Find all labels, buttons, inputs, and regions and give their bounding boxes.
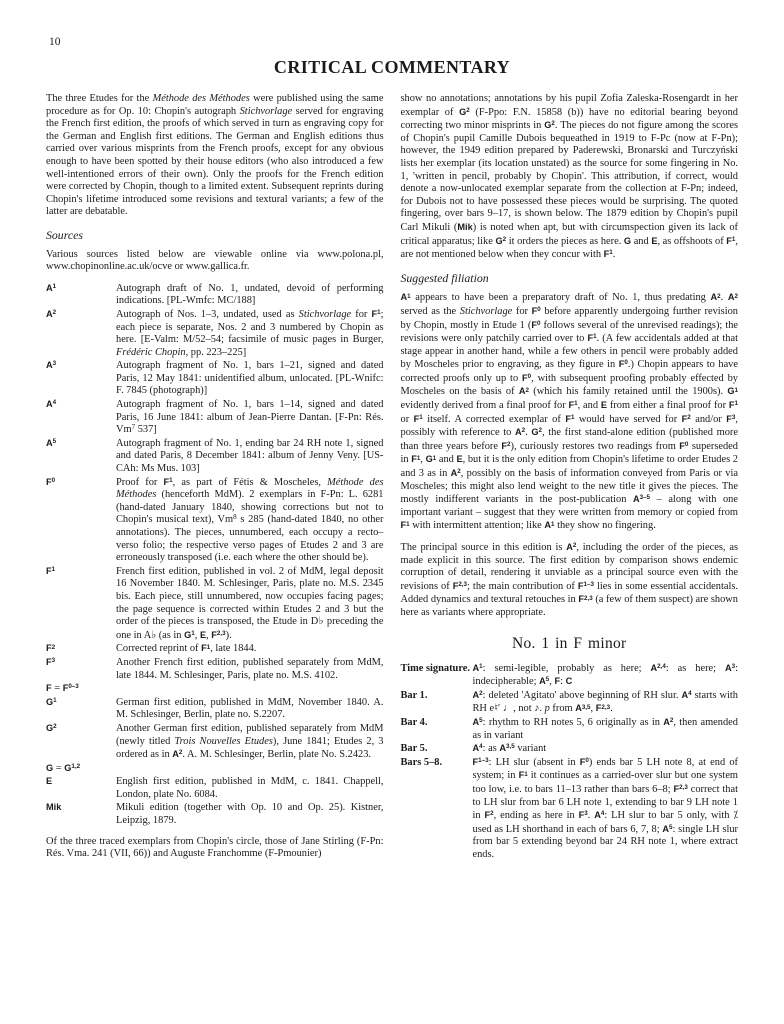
- source-row-label: $A^5$: [46, 437, 57, 448]
- source-row-label: $G^1$: [46, 696, 57, 707]
- source-row: [46, 696, 384, 722]
- source-row-label: G = G$^{1,2}$: [46, 762, 81, 774]
- commentary-list: [401, 662, 739, 862]
- commentary-row: [401, 689, 739, 716]
- filiation-heading: Suggested filiation: [400, 270, 489, 285]
- sources-heading: Sources: [46, 227, 83, 242]
- commentary-row: [401, 742, 739, 756]
- source-row-label: $A^3$: [46, 360, 57, 371]
- right-column: [401, 93, 739, 861]
- piece-heading: No. 1 in F minor: [511, 634, 627, 652]
- source-row-text: English first edition, published in MdM, c. 1841. Chappell, London, plate No. 6084.: [116, 776, 384, 800]
- commentary-row-text: $A^4$: as A$^{3,5}$ variant: [472, 743, 547, 755]
- source-row: [46, 775, 384, 801]
- source-row: [46, 398, 384, 437]
- principal-source-paragraph: The principal source in this edition is $A^2$, including the order of the pieces, as made explicit in this source. The first edition by comparison shows endemic corruption of detail, rendering it unviable as a principal source even with the revisions of F$^{2,3}$; the main contribution of $F^{1-3}$ lies in some essential accidentals. Added dynamics and textural retouches in F$^{2,3}$ (a few of them suspect) are shown here as variants where appropriate.: [400, 542, 739, 618]
- source-row: [46, 682, 384, 696]
- source-row: [46, 762, 384, 776]
- filiation-paragraph: $A^1$ appears to have been a preparatory draft of No. 1, thus predating $A^2$. $A^2$ served as the Stichvorlage for $F^0$ before apparently undergoing further revision by Chopin, mostly in Etude 1 ($F^0$ follows several of the unrevised readings); the revisions were only patchily carried over to $F^1$. (A few accidentals added at that stage appear in another hand, while a few others in pencil were probably added by Moscheles prior to engraving, as they figure in $F^0$.) Chopin appears to have corrected proofs only up to $F^0$, with subsequent proofing probably effected by Moscheles on the basis of $A^2$ (which his family retained until the 1900s). $G^1$ evidently derived from a final proof for $F^1$, and E from either a final proof for $F^1$ or $F^1$ itself. A corrected exemplar of $F^1$ would have served for $F^2$ and/or $F^3$, possibly with reference to $A^2$. $G^2$, the first stand-alone edition (published more than three years before $F^2$), curiously restores two readings from $F^0$ superseded in $F^1$, $G^1$ and E, but it is the only edition from Chopin's lifetime to order Etudes 2 and 3 as in $A^2$, possibly on the basis of information conveyed from Paris or via Moscheles; this might also lend weight to the new title it gives the pieces. The mostly indifferent variants in the post-publication $A^{3-5}$ – along with one important variant – suggest that they were written from memory or copied from $F^1$ with intermittent attention; like $A^1$ they show no fingering.: [400, 292, 739, 532]
- commentary-row-text: $A^5$: rhythm to RH notes 5, 6 originally as in $A^2$, then amended as in variant: [472, 716, 738, 741]
- commentary-row-text: $A^1$: semi-legible, probably as here; A$^{2,4}$: as here; $A^3$: indecipherable; $A^5$, F: C: [472, 662, 738, 688]
- source-row-text: French first edition, published in vol. 2 of MdM, legal deposit 16 November 1840. M. Schlesinger, Paris, plate no. M.S. 2345 bis. Each piece, still unnumbered, now occupies facing pages; the page sequence is corrected within Etudes 2 and 3 but the order of the pieces is transposed, the Etude in D♭ preceding the one in A♭ (as in $G^1$, E, F$^{2,3}$).: [116, 565, 384, 641]
- source-row-text: Another German first edition, published separately from MdM (newly titled Trois Nouvelles Etudes), June 1841; Etudes 2, 3 ordered as in $A^2$. A. M. Schlesinger, Berlin, plate No. S.2423.: [116, 722, 384, 761]
- commentary-row-text: $A^2$: deleted 'Agitato' above beginning of RH slur. $A^4$ starts with RH e♮′ ♩, not ♪. p from A$^{3,5}$, F$^{2,3}$.: [472, 689, 738, 715]
- source-row-text: Autograph of Nos. 1–3, undated, used as Stichvorlage for $F^1$; each piece is separate, Nos. 2 and 3 numbered by Chopin as here. [E-Valm: M/52–54; facsimile of music pages in Burger, Frédéric Chopin, pp. 223–225]: [116, 308, 384, 358]
- source-row: [46, 565, 384, 643]
- source-row-text: Corrected reprint of $F^1$, late 1844.: [116, 643, 257, 655]
- source-row-text: Autograph fragment of No. 1, bars 1–21, signed and dated Paris, 12 May 1841: unidentified album, unlocated. [PL-Wnifc: F. 7845 (photograph)]: [116, 360, 384, 397]
- source-row-label: Mik: [46, 802, 62, 813]
- source-row: [46, 437, 384, 476]
- source-row-label: $A^2$: [46, 308, 57, 319]
- commentary-row-text: $F^{1-3}$: LH slur (absent in $F^0$) ends bar 5 LH note 8, at end of system; in $F^1$ it continues as a carried-over slur but one system too low, i.e. to bars 11–13 rather than bars 6–8; F$^{2,3}$ correct that to LH slur from bar 6 LH note 1, extending to bar 9 LH note 1 in $F^2$, ending as here in $F^3$. $A^4$: LH slur to bar 5 only, with ⁒ used as LH shorthand in each of bars 6, 7, 8; $A^5$: single LH slur from bar 5 extending beyond bar 24 RH note 1, where extract ends.: [472, 756, 739, 860]
- source-row-label: E: [46, 776, 53, 787]
- source-row: [46, 282, 384, 308]
- sources-list: [46, 282, 384, 828]
- intro-paragraph: The three Etudes for the Méthode des Méthodes were published using the same procedure as for Op. 10: Chopin's autograph Stichvorlage served for engraving the French first edition, the proofs of which served in turn as engraving copy for the German and English first editions. The German and English editions thus carried over various misprints from the French proofs, except for any obvious enough to have been spotted by their house editors (who also introduced a few well-intentioned errors of their own). Only the proofs for the French edition were corrected by Chopin, though to a limited extent. Subsequent reprints during Chopin's lifetime introduced some revisions and textural variants; a few of the latter are debatable.: [46, 93, 384, 218]
- source-row: [46, 722, 384, 762]
- commentary-row: [401, 756, 739, 862]
- source-row: [46, 359, 384, 398]
- source-row-label: $A^4$: [46, 399, 57, 410]
- source-row-text: Autograph fragment of No. 1, bars 1–14, signed and dated Paris, 16 June 1841: album of Jean-Pierre Dantan. [F-Pn: Rés. Vm$^7$ 537]: [116, 399, 384, 436]
- closing-paragraph: Of the three traced exemplars from Chopin's circle, those of Jane Stirling (F-Pn: Rés. Vma. 241 (VII, 66)) and Auguste Franchomme (F-Pmounier): [46, 835, 384, 860]
- two-column-layout: [46, 93, 738, 861]
- source-row-text: Mikuli edition (together with Op. 10 and Op. 25). Kistner, Leipzig, 1879.: [116, 802, 384, 827]
- source-row-label: $F^2$: [46, 643, 56, 654]
- left-column: [46, 93, 384, 861]
- source-row: [46, 642, 384, 656]
- source-row-text: German first edition, published in MdM, November 1840. A. M. Schlesinger, Berlin, plate no. S.2207.: [116, 696, 384, 721]
- source-row-text: Autograph fragment of No. 1, ending bar 24 RH note 1, signed and dated Paris, 8 December 1841: album of Jenny Veny. [US-CAh: Ms Mus. 103]: [116, 437, 384, 475]
- commentary-row: [401, 716, 739, 742]
- commentary-row-label: Bar 4.: [400, 716, 428, 728]
- sources-intro: Various sources listed below are viewable online via www.polona.pl, www.chopinonline.ac.uk/ocve or www.gallica.fr.: [46, 248, 384, 273]
- source-row: [46, 476, 384, 565]
- commentary-row: [401, 662, 739, 689]
- source-row-label: $A^1$: [46, 282, 57, 293]
- source-row-label: $F^0$: [46, 476, 56, 487]
- commentary-row-label: Bar 5.: [400, 743, 428, 755]
- source-row-label: $G^2$: [46, 722, 57, 733]
- continuation-paragraph: show no annotations; annotations by his pupil Zofia Zaleska-Rosengardt in her exemplar of $G^2$ (F-Ppo: F.N. 15858 (b)) have no editorial bearing beyond correcting two minor misprints in $G^2$. The pieces do not figure among the scores of Chopin's pupil Camille Dubois bequeathed in 1919 to F-Pc (now at F-Pn); however, the 1949 edition prepared by Paderewski, Bronarski and Turczyński lists her exemplar (its location unstated) as the source for some fingering in No. 1, 'written in pencil, probably by Chopin'. This attribution, if correct, would denote a now-unlocated exemplar separate from the collection at F-Pn; indeed, for Dubois not to have possessed these pieces would be surprising. The quoted fingering, over bars 9–17, is shown below. The 1879 edition by Chopin's pupil Carl Mikuli (Mik) is noted when apt, but with circumspection given its lack of critical apparatus; like $G^2$ it orders the pieces as here. G and E, as offshoots of $F^1$, are not mentioned below when they concur with $F^1$.: [400, 93, 739, 261]
- source-row-label: $F = F^{0-3}$: [46, 683, 79, 695]
- commentary-row-label: Bar 1.: [400, 689, 428, 701]
- source-row-text: Proof for $F^1$, as part of Fétis & Moscheles, Méthode des Méthodes (henceforth MdM). 2 exemplars in F-Pn: L. 6281 (hand-dated January 1840, showing corrections but not to Chopin's musical text), Vm$^8$ s 285 (hand-dated 1840, no other annotations). The pieces, unnumbered, each occupy a recto–verso folio; the respective verso pages of Etudes 2 and 3 are erroneously transposed (i.e. each where the other should be).: [116, 476, 384, 564]
- page-number: 10: [49, 36, 61, 48]
- source-row-label: $F^1$: [46, 565, 56, 576]
- source-row: [46, 656, 384, 682]
- source-row: [46, 801, 384, 827]
- source-row-text: Autograph draft of No. 1, undated, devoid of performing indications. [PL-Wmfc: MC/188]: [116, 282, 384, 307]
- commentary-row-label: Time signature.: [400, 662, 470, 674]
- commentary-row-label: Bars 5–8.: [400, 756, 443, 768]
- source-row-label: $F^3$: [46, 656, 56, 667]
- page-title: CRITICAL COMMENTARY: [273, 57, 511, 77]
- source-row: [46, 308, 384, 359]
- source-row-text: Another French first edition, published separately from MdM, late 1844. M. Schlesinger, Paris, plate no. M.S. 4102.: [116, 656, 384, 681]
